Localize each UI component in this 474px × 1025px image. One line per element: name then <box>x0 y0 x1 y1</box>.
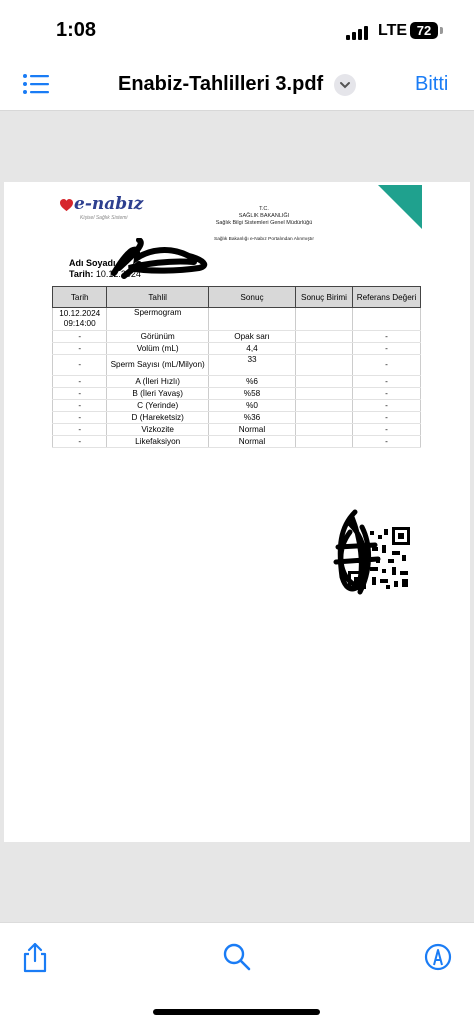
row-date: - <box>53 400 107 412</box>
row-result: %6 <box>208 376 295 388</box>
row-ref: - <box>353 331 421 343</box>
signal-icon <box>346 24 372 40</box>
row-unit <box>296 436 353 448</box>
table-row <box>53 400 421 412</box>
row-date: - <box>53 424 107 436</box>
row-unit <box>296 343 353 355</box>
battery-icon: 72 <box>410 22 438 39</box>
row-date: - <box>53 388 107 400</box>
row-result: Normal <box>208 436 295 448</box>
row-ref: - <box>353 412 421 424</box>
home-indicator <box>153 1009 320 1015</box>
name-label: Adı Soyadı <box>69 258 116 268</box>
group-test: Spermogram <box>107 308 209 331</box>
col-test: Tahlil <box>107 287 209 308</box>
col-result: Sonuç <box>208 287 295 308</box>
row-ref: - <box>353 388 421 400</box>
row-test: Likefaksiyon <box>107 436 209 448</box>
battery-tip <box>440 27 443 34</box>
share-icon[interactable] <box>20 941 50 973</box>
results-table <box>52 286 421 448</box>
row-date: - <box>53 376 107 388</box>
ministry-emblem <box>378 185 422 229</box>
row-result: 4,4 <box>208 343 295 355</box>
row-ref: - <box>353 343 421 355</box>
row-result: Normal <box>208 424 295 436</box>
chevron-down-icon[interactable] <box>334 74 356 96</box>
row-ref: - <box>353 400 421 412</box>
group-datetime <box>53 308 107 331</box>
table-row <box>53 436 421 448</box>
pdf-page <box>4 182 470 842</box>
table-row <box>53 412 421 424</box>
row-unit <box>296 376 353 388</box>
group-date: 10.12.2024 <box>59 309 101 318</box>
row-date: - <box>53 355 107 376</box>
table-row <box>53 343 421 355</box>
row-test: Volüm (mL) <box>107 343 209 355</box>
list-icon[interactable] <box>22 72 50 96</box>
logo-text: e-nabız <box>74 194 144 214</box>
row-test: Sperm Sayısı (mL/Milyon) <box>107 355 209 376</box>
group-time: 09:14:00 <box>63 319 96 328</box>
row-test: Görünüm <box>107 331 209 343</box>
table-row <box>53 331 421 343</box>
done-button[interactable]: Bitti <box>415 73 449 95</box>
header-directorate: Sağlık Bilgi Sistemleri Genel Müdürlüğü <box>215 220 313 226</box>
row-unit <box>296 400 353 412</box>
header-ministry: SAĞLIK BAKANLIĞI <box>238 213 290 219</box>
header-tc: T.C. <box>259 206 269 212</box>
row-result: %0 <box>208 400 295 412</box>
date-value: 10.12.2024 <box>95 269 141 279</box>
row-test: A (İleri Hızlı) <box>107 376 209 388</box>
row-test: Vizkozite <box>107 424 209 436</box>
row-test: C (Yerinde) <box>107 400 209 412</box>
row-date: - <box>53 412 107 424</box>
table-header-row <box>53 287 421 308</box>
row-result: 33 <box>208 355 295 376</box>
col-unit: Sonuç Birimi <box>296 287 353 308</box>
date-label: Tarih: <box>69 269 94 279</box>
row-date: - <box>53 343 107 355</box>
row-unit <box>296 388 353 400</box>
header-note: Sağlık Bakanlığı e-Nabız Portalından Alınmıştır <box>214 237 314 242</box>
row-unit <box>296 412 353 424</box>
search-icon[interactable] <box>222 941 252 973</box>
table-row <box>53 355 421 376</box>
row-date: - <box>53 331 107 343</box>
row-ref: - <box>353 355 421 376</box>
table-group-row <box>53 308 421 331</box>
row-ref: - <box>353 424 421 436</box>
table-row <box>53 376 421 388</box>
logo-subtitle: Kişisel Sağlık Sistemi <box>80 215 128 221</box>
table-row <box>53 388 421 400</box>
row-unit <box>296 331 353 343</box>
qr-redaction-scribble <box>330 507 385 595</box>
table-row <box>53 424 421 436</box>
row-result: Opak sarı <box>208 331 295 343</box>
enabiz-logo <box>60 194 150 222</box>
row-unit <box>296 355 353 376</box>
markup-icon[interactable] <box>423 941 453 973</box>
row-test: B (İleri Yavaş) <box>107 388 209 400</box>
row-ref: - <box>353 436 421 448</box>
row-date: - <box>53 436 107 448</box>
pdf-viewer[interactable] <box>0 111 474 922</box>
row-test: D (Hareketsiz) <box>107 412 209 424</box>
row-ref: - <box>353 376 421 388</box>
document-title[interactable]: Enabiz-Tahlilleri 3.pdf <box>118 73 324 95</box>
status-bar <box>0 0 474 60</box>
network-type: LTE <box>378 22 408 39</box>
row-result: %36 <box>208 412 295 424</box>
col-date: Tarih <box>53 287 107 308</box>
status-time: 1:08 <box>56 19 97 41</box>
row-unit <box>296 424 353 436</box>
heart-icon <box>60 199 73 212</box>
report-date <box>69 269 141 279</box>
nav-bar <box>0 60 474 111</box>
col-reference: Referans Değeri <box>353 287 421 308</box>
row-result: %58 <box>208 388 295 400</box>
